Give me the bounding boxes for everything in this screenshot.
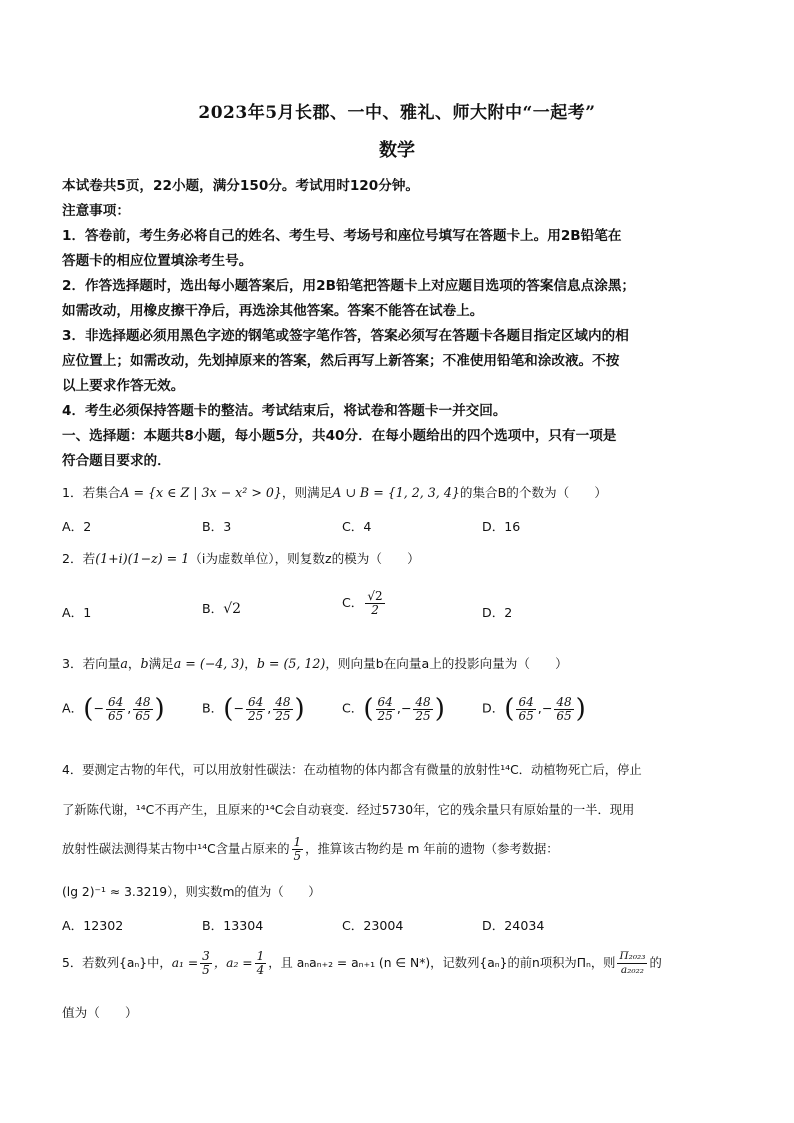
- question-5-line-2: 值为（ ）: [62, 1005, 138, 1020]
- notice-line-8: 4．考生必须保持答题卡的整洁。考试结束后，将试卷和答题卡一并交回。: [62, 403, 507, 419]
- section-heading-line-2: 符合题目要求的．: [62, 453, 171, 469]
- q2-expression: (1+i)(1−z) = 1: [95, 551, 190, 566]
- exam-summary: 本试卷共5页，22小题，满分150分。考试用时120分钟。: [62, 178, 420, 194]
- q4-option-b: B．13304: [202, 918, 264, 933]
- q1-option-c: C．4: [342, 519, 372, 534]
- question-5-line-1: 5．若数列{aₙ}中，a₁ = $\frac{3}{5}$ ，a₂ = $\frac{1}{4}$ ，且 aₙaₙ₊₂ = aₙ₊₁ (n ∈ N*)，记数列{aₙ}的前n项积为Πₙ，则 $\frac{\text{Π₂₀₂₃}}{\text{a₂₀₂₂}}$ 的: [62, 949, 662, 977]
- q4-option-d: D．24034: [482, 918, 545, 933]
- exam-title: 2023年5月长郡、一中、雅礼、师大附中“一起考”: [198, 103, 596, 123]
- question-1-stem: 1．若集合A = {x ∈ Z | 3x − x² > 0}，则满足A ∪ B = {1, 2, 3, 4}的集合B的个数为（ ）: [62, 485, 608, 500]
- q4-option-a: A．12302: [62, 918, 124, 933]
- notice-line-3: 2．作答选择题时，选出每小题答案后，用2B铅笔把答题卡上对应题目选项的答案信息点涂黑；: [62, 278, 636, 294]
- notice-line-5: 3．非选择题必须用黑色字迹的钢笔或签字笔作答，答案必须写在答题卡各题目指定区域内的相: [62, 328, 629, 344]
- q1-option-a: A．2: [62, 519, 92, 534]
- question-2-stem: 2．若(1+i)(1−z) = 1（i为虚数单位），则复数z的模为（ ）: [62, 551, 420, 566]
- section-heading-line-1: 一、选择题：本题共8小题，每小题5分，共40分．在每小题给出的四个选项中，只有一项是: [62, 428, 617, 444]
- q2-option-c: C． $\frac{√2}{2}$: [342, 589, 383, 617]
- question-3-stem: 3．若向量a，b满足a = (−4, 3)，b = (5, 12)，则向量b在向量a上的投影向量为（ ）: [62, 656, 568, 671]
- q1-option-d: D．16: [482, 519, 521, 534]
- q3-vector-a-value: a = (−4, 3): [173, 656, 245, 671]
- q1-option-b: B．3: [202, 519, 232, 534]
- notice-line-2: 答题卡的相应位置填涂考生号。: [62, 253, 253, 269]
- question-4-line-2: 了新陈代谢，¹⁴C不再产生，且原来的¹⁴C会自动衰变．经过5730年，它的残余量只有原始量的一半．现用: [62, 803, 635, 817]
- q3-vector-b-value: b = (5, 12): [256, 656, 326, 671]
- q3-option-a: A．(− $\frac{64}{65}$ , $\frac{48}{65}$ ): [62, 694, 165, 724]
- notice-heading: 注意事项：: [62, 203, 130, 219]
- q1-union-expression: A ∪ B = {1, 2, 3, 4}: [332, 485, 460, 500]
- q3-option-d: D．( $\frac{64}{65}$ ,− $\frac{48}{65}$ ): [482, 694, 586, 724]
- question-4-line-3: 放射性碳法测得某古物中¹⁴C含量占原来的 $\frac{1}{5}$ ，推算该古物约是 m 年前的遗物（参考数据：: [62, 835, 559, 863]
- exam-subject: 数学: [379, 140, 415, 161]
- notice-line-6: 应位置上；如需改动，先划掉原来的答案，然后再写上新答案；不准使用铅笔和涂改液。不按: [62, 353, 620, 369]
- q3-option-b: B．(− $\frac{64}{25}$ , $\frac{48}{25}$ ): [202, 694, 305, 724]
- notice-line-7: 以上要求作答无效。: [62, 378, 185, 394]
- q4-option-c: C．23004: [342, 918, 404, 933]
- question-4-line-1: 4．要测定古物的年代，可以用放射性碳法：在动植物的体内都含有微量的放射性¹⁴C．动植物死亡后，停止: [62, 763, 642, 777]
- question-4-line-4: (lg 2)⁻¹ ≈ 3.3219），则实数m的值为（ ）: [62, 885, 321, 899]
- q1-set-expression: A = {x ∈ Z | 3x − x² > 0}: [120, 485, 282, 500]
- notice-line-4: 如需改动，用橡皮擦干净后，再选涂其他答案。答案不能答在试卷上。: [62, 303, 484, 319]
- q2-option-a: A．1: [62, 605, 92, 620]
- notice-line-1: 1．答卷前，考生务必将自己的姓名、考生号、考场号和座位号填写在答题卡上。用2B铅笔在: [62, 228, 622, 244]
- q2-option-d: D．2: [482, 605, 513, 620]
- q3-option-c: C．( $\frac{64}{25}$ ,− $\frac{48}{25}$ ): [342, 694, 445, 724]
- q2-option-b: B．√2: [202, 601, 242, 617]
